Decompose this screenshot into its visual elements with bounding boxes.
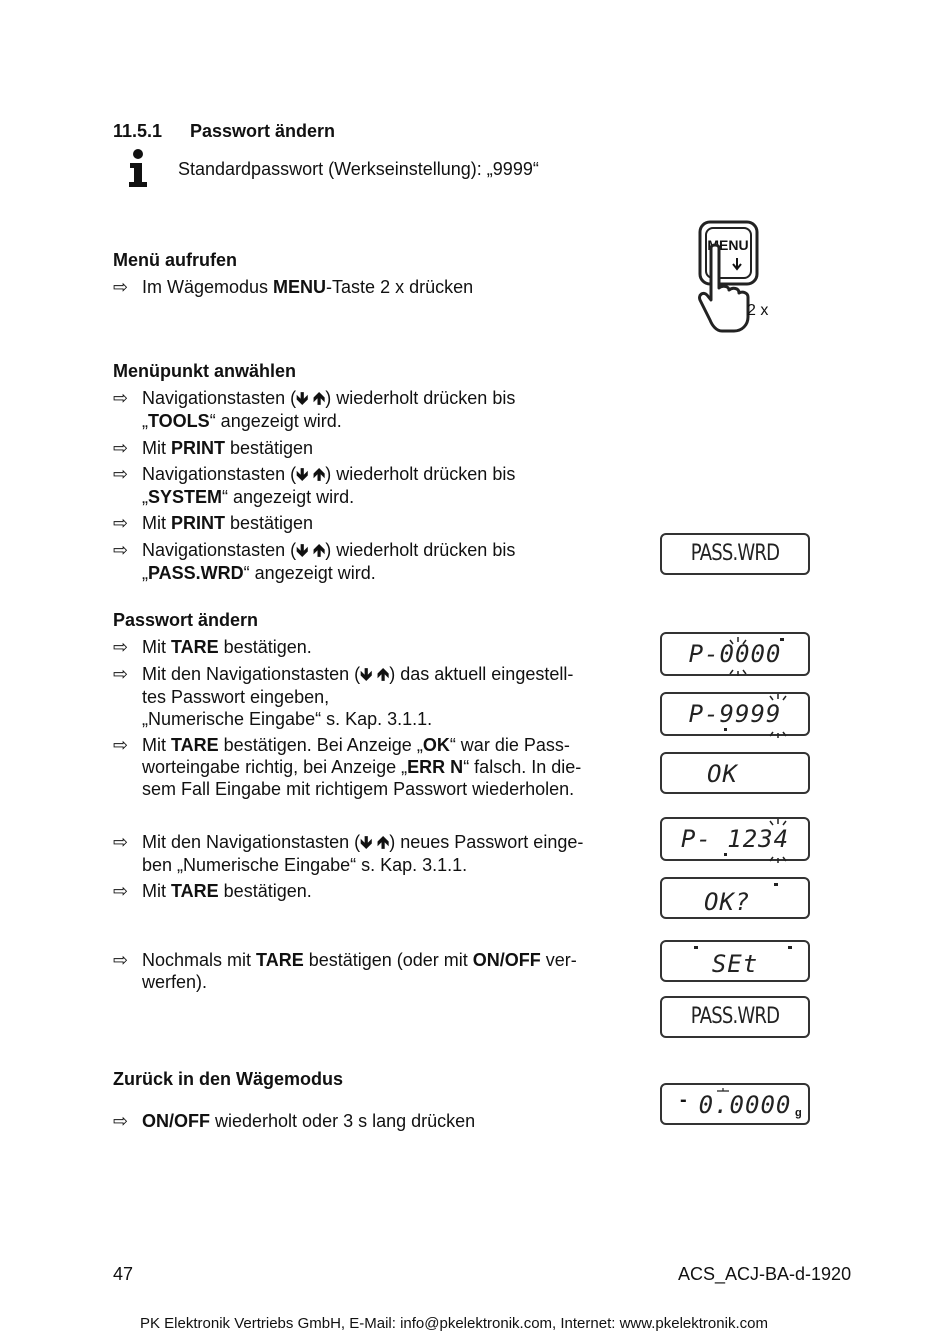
change-step-6: ⇨ Nochmals mit TARE bestätigen (oder mit ON/OFF ver- werfen). [113, 950, 577, 992]
page-number: 47 [113, 1264, 134, 1284]
lcd-display-p1234: P- 1234 [660, 817, 810, 861]
lcd-display-passwrd: PASS.WRD [660, 533, 810, 575]
change-step-2: ⇨ Mit den Navigationstasten (🡻 🡹) das aktuell eingestell- tes Passwort eingeben, „Numerische Eingabe“ s. Kap. 3.1.1. [113, 664, 574, 729]
menu-heading: Menü aufrufen [113, 250, 237, 270]
arrow-right-icon: ⇨ [113, 1111, 129, 1131]
lcd-display-p9999: P-9999 [660, 692, 810, 736]
section-title: Passwort ändern [190, 121, 336, 141]
lcd-display-ok-question: OK? [660, 877, 810, 919]
nav-arrows-icon: 🡻 🡹 [360, 665, 390, 684]
select-step-2: ⇨ Mit PRINT bestätigen [113, 438, 314, 458]
lcd-display-ok: OK [660, 752, 810, 794]
arrow-right-icon: ⇨ [113, 388, 129, 408]
select-heading: Menüpunkt anwählen [113, 361, 297, 381]
lcd-unit: g [795, 1107, 802, 1119]
section-number: 11.5.1 [113, 121, 163, 141]
change-heading: Passwort ändern [113, 610, 259, 630]
document-id: ACS_ACJ-BA-d-1920 [678, 1264, 852, 1284]
arrow-right-icon: ⇨ [113, 540, 129, 560]
select-step-1: ⇨ Navigationstasten (🡻 🡹) wiederholt drücken bis „TOOLS“ angezeigt wird. [113, 388, 516, 431]
lcd-display-passwrd-2: PASS.WRD [660, 996, 810, 1038]
arrow-right-icon: ⇨ [113, 735, 129, 755]
arrow-right-icon: ⇨ [113, 950, 129, 970]
select-step-5: ⇨ Navigationstasten (🡻 🡹) wiederholt drücken bis „PASS.WRD“ angezeigt wird. [113, 540, 516, 583]
change-step-5: ⇨ Mit TARE bestätigen. [113, 881, 312, 901]
arrow-right-icon: ⇨ [113, 637, 129, 657]
select-step-4: ⇨ Mit PRINT bestätigen [113, 513, 314, 533]
change-step-3: ⇨ Mit TARE bestätigen. Bei Anzeige „OK“ war die Pass- worteingabe richtig, bei Anzeige „ERR N“ falsch. In die- sem Fall Eingabe mit richtigem Passwort wiederholen. [113, 735, 582, 799]
nav-arrows-icon: 🡻 🡹 [296, 465, 326, 484]
nav-arrows-icon: 🡻 🡹 [296, 389, 326, 408]
return-heading: Zurück in den Wägemodus [113, 1069, 344, 1089]
lcd-display-zero: - 0.0000 g [660, 1083, 810, 1125]
arrow-right-icon: ⇨ [113, 277, 129, 297]
menu-key-count: 2 x [747, 302, 769, 319]
menu-key-label: MENU [707, 237, 749, 253]
arrow-right-icon: ⇨ [113, 438, 129, 458]
menu-key-illustration [697, 218, 787, 336]
menu-step: ⇨ Im Wägemodus MENU-Taste 2 x drücken [113, 277, 474, 297]
arrow-right-icon: ⇨ [113, 881, 129, 901]
nav-arrows-icon: 🡻 🡹 [360, 833, 390, 852]
nav-arrows-icon: 🡻 🡹 [296, 541, 326, 560]
return-step: ⇨ ON/OFF wiederholt oder 3 s lang drücken [113, 1111, 476, 1131]
arrow-right-icon: ⇨ [113, 832, 129, 852]
change-step-1: ⇨ Mit TARE bestätigen. [113, 637, 312, 657]
info-icon [125, 148, 153, 188]
lcd-minus-sign: - [680, 1089, 687, 1111]
lcd-display-p0000: P-0000 [660, 632, 810, 676]
info-note: Standardpasswort (Werkseinstellung): „9999“ [178, 159, 539, 179]
select-step-3: ⇨ Navigationstasten (🡻 🡹) wiederholt drücken bis „SYSTEM“ angezeigt wird. [113, 464, 516, 507]
lcd-display-set: SEt [660, 940, 810, 982]
arrow-right-icon: ⇨ [113, 664, 129, 684]
arrow-right-icon: ⇨ [113, 513, 129, 533]
arrow-right-icon: ⇨ [113, 464, 129, 484]
change-step-4: ⇨ Mit den Navigationstasten (🡻 🡹) neues Passwort einge- ben „Numerische Eingabe“ s. Kap. 3.1.1. [113, 832, 584, 875]
footer-company: PK Elektronik Vertriebs GmbH, E-Mail: info@pkelektronik.com, Internet: www.pkelektronik.com [140, 1315, 768, 1332]
